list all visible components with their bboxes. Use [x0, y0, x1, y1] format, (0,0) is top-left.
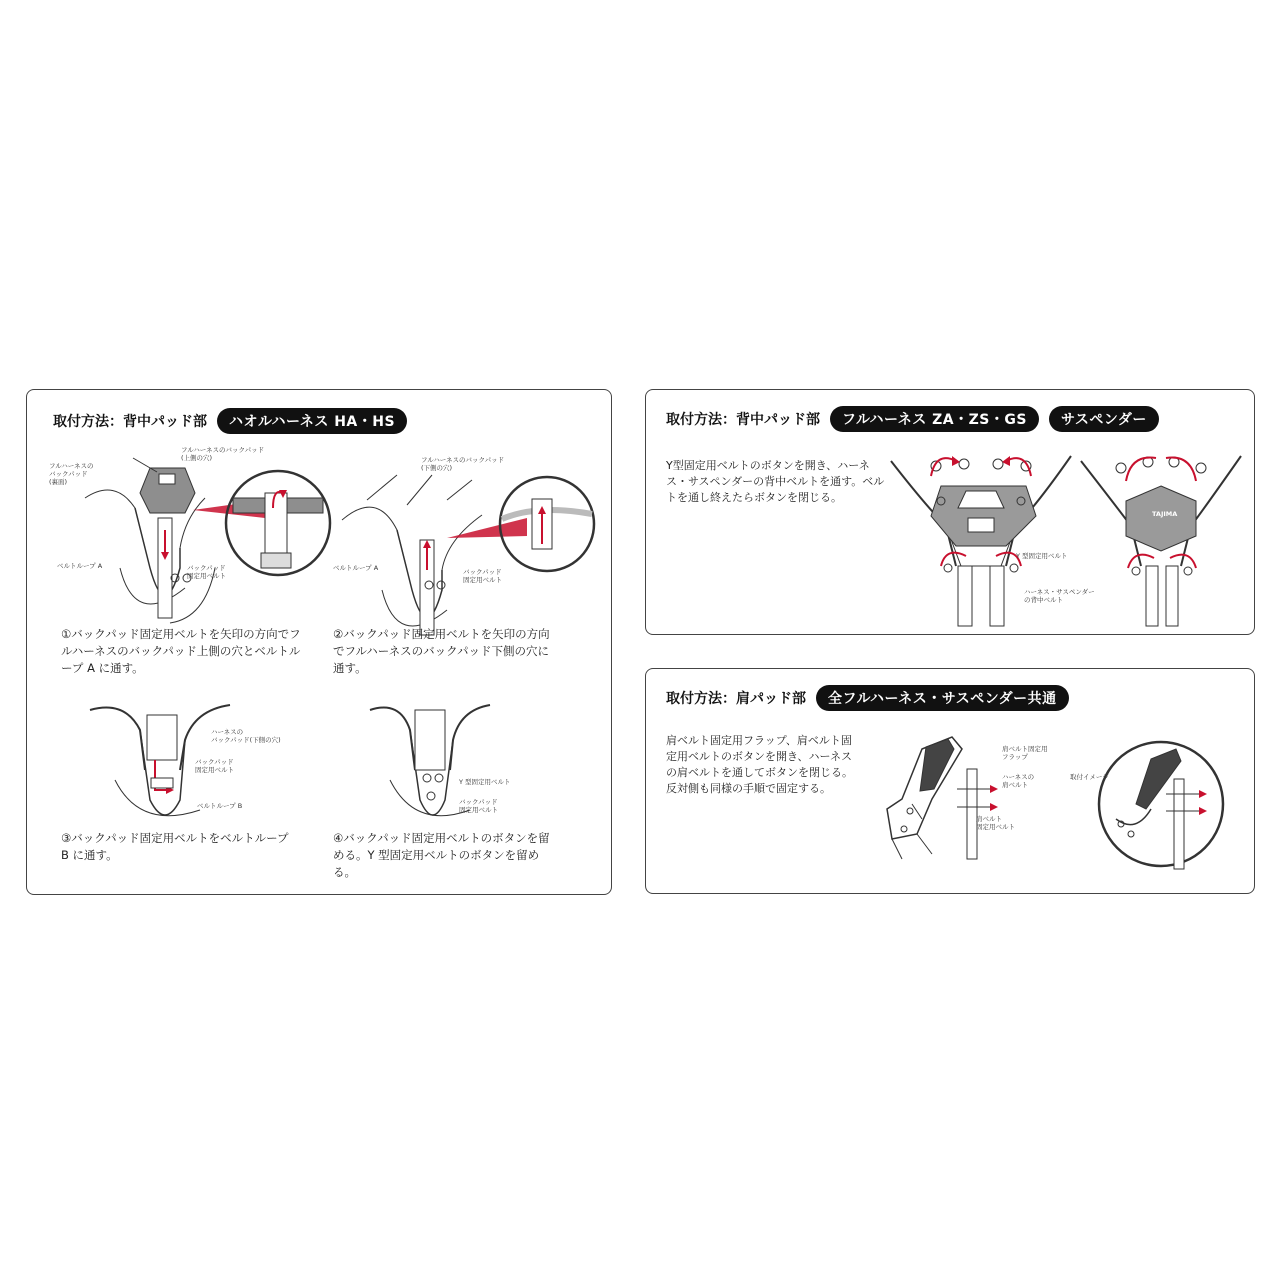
fig4-caption: ④バックパッド固定用ベルトのボタンを留める。Y 型固定用ベルトのボタンを留める。 [333, 831, 550, 879]
panel-back-pad-za-zs-gs [645, 389, 1255, 635]
fig3-caption: ③バックパッド固定用ベルトをベルトループ B に通す。 [61, 831, 289, 862]
fig2-label-belt-loop-a: ベルトループ A [333, 564, 379, 572]
panel-c-label-image-note: 取付イメージ [1070, 773, 1109, 781]
fig1-label-belt-loop-a: ベルトループ A [57, 562, 103, 570]
panel-c-label-fix-belt: 肩ベルト 固定用ベルト [976, 815, 1015, 831]
panel-b-pad-logo: TAJIMA [1152, 510, 1178, 518]
fig1-label-back-pad-reverse: フルハーネスの バックパッド (裏面) [49, 462, 94, 486]
fig1-caption: ①バックパッド固定用ベルトを矢印の方向でフルハーネスのバックパッド上側の穴とベルトループ A に通す。 [61, 627, 301, 675]
panel-c-label-harness-belt: ハーネスの 肩ベルト [1002, 773, 1035, 789]
fig2-label-belt: バックパッド 固定用ベルト [463, 568, 502, 584]
fig3-label-belt: バックパッド 固定用ベルト [195, 758, 234, 774]
fig3-label-lower-hole: ハーネスの バックパッド(下側の穴) [211, 728, 281, 744]
panel-c-image-circle [1096, 739, 1226, 869]
fig2-illustration [337, 460, 507, 640]
panel-c-shoulder-illustration [882, 729, 1012, 859]
panel-a-heading [53, 408, 407, 434]
fig1-label-belt: バックパッド 固定用ベルト [187, 564, 226, 580]
fig2-label-lower-hole: フルハーネスのバックパッド (下側の穴) [421, 456, 505, 472]
fig4-label-belt: バックパッド 固定用ベルト [459, 798, 498, 814]
fig1-zoom-circle [223, 468, 333, 578]
fig1-label-upper-hole: フルハーネスのバックパッド (上側の穴) [181, 446, 265, 462]
panel-b-heading [666, 406, 1159, 432]
panel-b-label-y-belt: Y 型固定用ベルト [1016, 552, 1068, 560]
panel-a-lead: 取付方法：背中パッド部 [53, 414, 207, 430]
fig2-caption: ②バックパッド固定用ベルトを矢印の方向でフルハーネスのバックパッド下側の穴に通す。 [333, 627, 550, 675]
fig3-label-belt-loop-b: ベルトループ B [197, 802, 243, 810]
panel-c-heading [666, 685, 1069, 711]
panel-c-label-flap: 肩ベルト固定用 フラップ [1002, 745, 1048, 761]
fig4-label-y-belt: Y 型固定用ベルト [459, 778, 511, 786]
panel-b-lead: 取付方法：背中パッド部 [666, 412, 820, 428]
panel-c-description: 肩ベルト固定用フラップ、肩ベルト固定用ベルトのボタンを開き、ハーネスの肩ベルトを通してボタンを閉じる。反対側も同様の手順で固定する。 [666, 734, 853, 795]
panel-b-description: Y型固定用ベルトのボタンを開き、ハーネス・サスペンダーの背中ベルトを通す。ベルトを通し終えたらボタンを閉じる。 [666, 459, 885, 504]
panel-b-suspender-illustration [1076, 446, 1246, 626]
panel-c-badge: 全フルハーネス・サスペンダー共通 [816, 685, 1069, 711]
panel-b-label-back-belt: ハーネス・サスペンダー の背中ベルト [1024, 588, 1095, 604]
panel-c-lead: 取付方法：肩パッド部 [666, 691, 806, 707]
panel-back-pad-ha-hs [26, 389, 612, 895]
panel-a-badge: ハオルハーネス HA・HS [217, 408, 407, 434]
panel-shoulder-pad [645, 668, 1255, 894]
panel-b-badge-suspender: サスペンダー [1049, 406, 1159, 432]
panel-b-badge-full-harness: フルハーネス ZA・ZS・GS [830, 406, 1039, 432]
fig2-zoom-circle [497, 474, 597, 574]
